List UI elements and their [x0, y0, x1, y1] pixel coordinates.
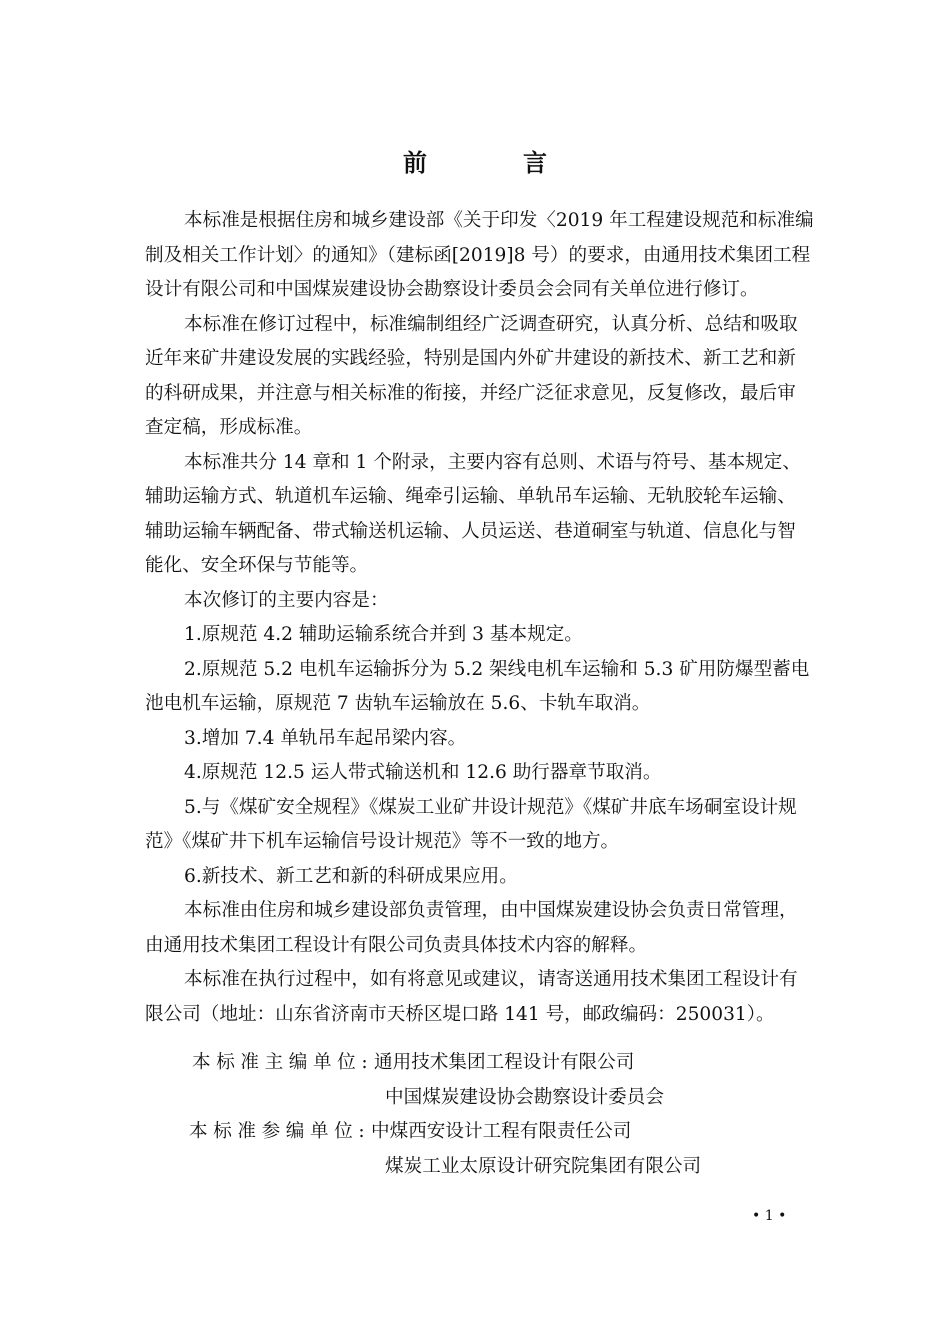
- paragraph-line: 设计有限公司和中国煤炭建设协会勘察设计委员会会同有关单位进行修订。: [145, 279, 759, 300]
- paragraph-line: 制及相关工作计划〉的通知》（建标函[2019]8 号）的要求，由通用技术集团工程: [145, 244, 811, 266]
- chief-unit-label: 本标准主编单位:: [192, 1052, 374, 1073]
- list-item: 5.与《煤矿安全规程》《煤炭工业矿井设计规范》《煤矿井底车场硐室设计规: [184, 796, 797, 818]
- paragraph-line: 的科研成果，并注意与相关标准的衔接，并经广泛征求意见，反复修改，最后审: [145, 382, 796, 404]
- list-item: 1.原规范 4.2 辅助运输系统合并到 3 基本规定。: [184, 624, 583, 645]
- paragraph-line: 本标准在修订过程中，标准编制组经广泛调查研究，认真分析、总结和吸取: [184, 313, 798, 335]
- paragraph-line: 辅助运输方式、轨道机车运输、绳牵引运输、单轨吊车运输、无轨胶轮车运输、: [145, 486, 796, 507]
- list-item: 2.原规范 5.2 电机车运输拆分为 5.2 架线电机车运输和 5.3 矿用防爆型蓄电: [184, 658, 810, 680]
- paragraph-line: 本标准由住房和城乡建设部负责管理，由中国煤炭建设协会负责日常管理，: [184, 900, 798, 921]
- paragraph-line: 本次修订的主要内容是：: [184, 589, 389, 611]
- editing-units: [189, 1046, 702, 1184]
- paragraph-line: 辅助运输车辆配备、带式输送机运输、人员运送、巷道硐室与轨道、信息化与智: [145, 520, 796, 542]
- chief-unit-row: [192, 1046, 701, 1081]
- paragraph-line: 限公司（地址：山东省济南市天桥区堤口路 141 号，邮政编码：250031）。: [145, 1003, 775, 1025]
- list-item: 4.原规范 12.5 运人带式输送机和 12.6 助行器章节取消。: [184, 762, 662, 783]
- paragraph-line: 近年来矿井建设发展的实践经验，特别是国内外矿井建设的新技术、新工艺和新: [145, 348, 796, 369]
- list-item-continuation: 范》《煤矿井下机车运输信号设计规范》等不一致的地方。: [145, 831, 620, 852]
- participating-unit-row: 煤炭工业太原设计研究院集团有限公司: [385, 1155, 702, 1177]
- paragraph-line: 由通用技术集团工程设计有限公司负责具体技术内容的解释。: [145, 934, 648, 956]
- list-item-continuation: 池电机车运输，原规范 7 齿轨车运输放在 5.6、卡轨车取消。: [145, 693, 651, 714]
- chief-unit-name: 通用技术集团工程设计有限公司: [374, 1052, 635, 1073]
- participating-unit-row: [189, 1115, 701, 1150]
- paragraph-line: 能化、安全环保与节能等。: [145, 555, 369, 576]
- participating-unit-label: 本标准参编单位:: [189, 1121, 371, 1142]
- list-item: 6.新技术、新工艺和新的科研成果应用。: [184, 865, 518, 887]
- document-body: [145, 204, 815, 1032]
- paragraph-line: 本标准是根据住房和城乡建设部《关于印发〈2019 年工程建设规范和标准编: [184, 210, 814, 231]
- page-number: • 1 •: [752, 1208, 787, 1224]
- paragraph-line: 本标准共分 14 章和 1 个附录，主要内容有总则、术语与符号、基本规定、: [184, 451, 801, 473]
- participating-unit-name: 中煤西安设计工程有限责任公司: [371, 1121, 632, 1142]
- chief-unit-row: 中国煤炭建设协会勘察设计委员会: [385, 1086, 664, 1108]
- paragraph-line: 查定稿，形成标准。: [145, 417, 313, 438]
- list-item: 3.增加 7.4 单轨吊车起吊梁内容。: [184, 727, 467, 749]
- page-title: 前 言: [403, 148, 583, 177]
- paragraph-line: 本标准在执行过程中，如有将意见或建议，请寄送通用技术集团工程设计有: [184, 969, 798, 990]
